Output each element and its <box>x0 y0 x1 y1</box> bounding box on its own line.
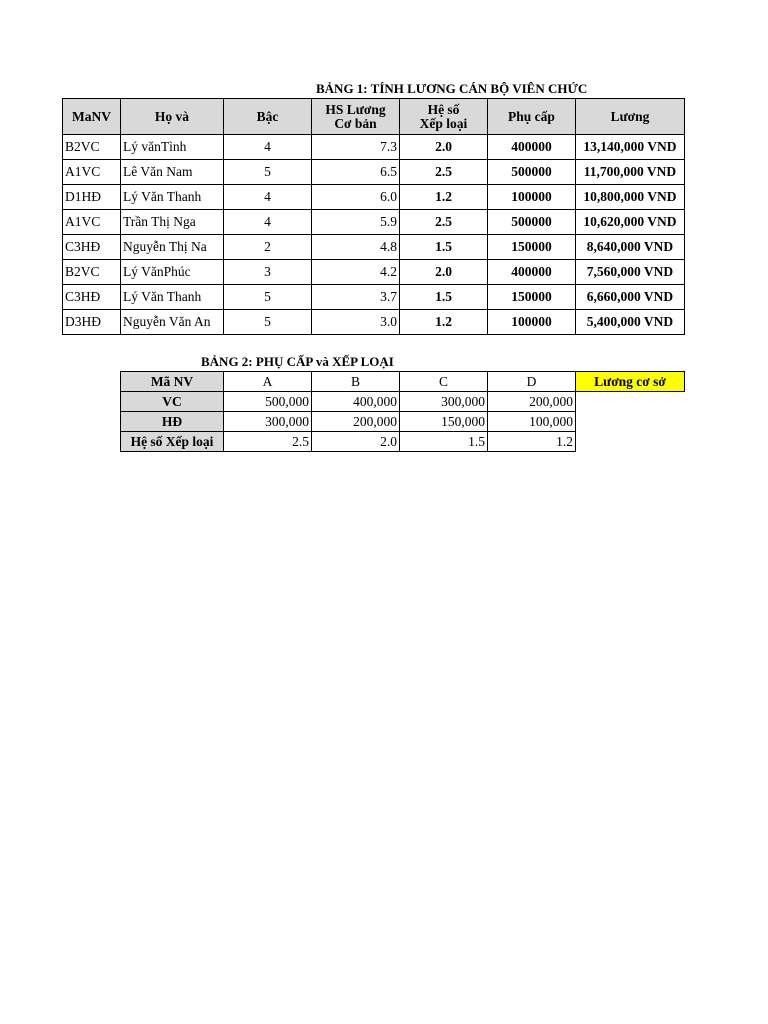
cell-luong[interactable]: 10,800,000 VND <box>576 185 685 210</box>
header-bac[interactable]: Bậc <box>224 99 312 135</box>
cell-empty <box>576 412 685 432</box>
table-row <box>63 260 685 285</box>
cell-hs[interactable]: 6.5 <box>312 160 400 185</box>
cell-hova[interactable]: Lý Văn Thanh <box>121 185 224 210</box>
salary-table <box>62 98 685 335</box>
cell-phucap[interactable]: 400000 <box>488 135 576 160</box>
cell-a[interactable]: 500,000 <box>224 392 312 412</box>
cell-hova[interactable]: Lý Văn Thanh <box>121 285 224 310</box>
cell-col-c[interactable]: C <box>400 372 488 392</box>
allowance-table <box>120 371 685 452</box>
table-row <box>63 310 685 335</box>
cell-heso[interactable]: 1.5 <box>400 285 488 310</box>
table-row <box>63 135 685 160</box>
table-row <box>121 432 685 452</box>
table2-title: BẢNG 2: PHỤ CẤP và XẾP LOẠI <box>201 354 394 369</box>
cell-empty <box>576 432 685 452</box>
cell-heso[interactable]: 1.2 <box>400 185 488 210</box>
cell-phucap[interactable]: 150000 <box>488 285 576 310</box>
cell-bac[interactable]: 5 <box>224 310 312 335</box>
cell-b[interactable]: 200,000 <box>312 412 400 432</box>
header-heso-line1: Hệ số <box>427 101 460 117</box>
cell-manv[interactable]: C3HĐ <box>63 285 121 310</box>
cell-luong[interactable]: 11,700,000 VND <box>576 160 685 185</box>
cell-manv[interactable]: C3HĐ <box>63 235 121 260</box>
cell-d[interactable]: 200,000 <box>488 392 576 412</box>
table1-title: BẢNG 1: TÍNH LƯƠNG CÁN BỘ VIÊN CHỨC <box>316 81 588 96</box>
cell-luong[interactable]: 7,560,000 VND <box>576 260 685 285</box>
cell-ma-nv[interactable]: Mã NV <box>121 372 224 392</box>
cell-c[interactable]: 150,000 <box>400 412 488 432</box>
cell-hova[interactable]: Lý VănPhúc <box>121 260 224 285</box>
cell-luong[interactable]: 13,140,000 VND <box>576 135 685 160</box>
cell-col-b[interactable]: B <box>312 372 400 392</box>
cell-a[interactable]: 300,000 <box>224 412 312 432</box>
table2-header-row <box>121 372 685 392</box>
cell-phucap[interactable]: 100000 <box>488 310 576 335</box>
cell-col-d[interactable]: D <box>488 372 576 392</box>
cell-luong[interactable]: 5,400,000 VND <box>576 310 685 335</box>
table-row <box>63 210 685 235</box>
table-row <box>63 185 685 210</box>
cell-manv[interactable]: A1VC <box>63 160 121 185</box>
cell-heso[interactable]: 1.5 <box>400 235 488 260</box>
cell-hova[interactable]: Nguyễn Thị Na <box>121 235 224 260</box>
cell-b[interactable]: 2.0 <box>312 432 400 452</box>
cell-row-label[interactable]: Hệ số Xếp loại <box>121 432 224 452</box>
cell-bac[interactable]: 4 <box>224 185 312 210</box>
header-hova[interactable]: Họ và <box>121 99 224 135</box>
cell-luong[interactable]: 10,620,000 VND <box>576 210 685 235</box>
cell-hova[interactable]: Trần Thị Nga <box>121 210 224 235</box>
cell-phucap[interactable]: 400000 <box>488 260 576 285</box>
cell-phucap[interactable]: 100000 <box>488 185 576 210</box>
cell-row-label[interactable]: VC <box>121 392 224 412</box>
cell-manv[interactable]: D3HĐ <box>63 310 121 335</box>
header-he-so[interactable] <box>400 99 488 135</box>
cell-bac[interactable]: 5 <box>224 285 312 310</box>
cell-hs[interactable]: 5.9 <box>312 210 400 235</box>
cell-c[interactable]: 300,000 <box>400 392 488 412</box>
header-manv[interactable]: MaNV <box>63 99 121 135</box>
header-luong[interactable]: Lương <box>576 99 685 135</box>
cell-row-label[interactable]: HĐ <box>121 412 224 432</box>
cell-hs[interactable]: 4.2 <box>312 260 400 285</box>
table-row <box>63 235 685 260</box>
table-row <box>121 392 685 412</box>
header-phu-cap[interactable]: Phụ cấp <box>488 99 576 135</box>
cell-heso[interactable]: 2.5 <box>400 160 488 185</box>
cell-d[interactable]: 100,000 <box>488 412 576 432</box>
cell-bac[interactable]: 4 <box>224 210 312 235</box>
cell-col-a[interactable]: A <box>224 372 312 392</box>
cell-bac[interactable]: 2 <box>224 235 312 260</box>
cell-hs[interactable]: 7.3 <box>312 135 400 160</box>
cell-hs[interactable]: 6.0 <box>312 185 400 210</box>
cell-bac[interactable]: 5 <box>224 160 312 185</box>
cell-manv[interactable]: D1HĐ <box>63 185 121 210</box>
cell-phucap[interactable]: 500000 <box>488 210 576 235</box>
header-hs-line1: HS Lương <box>325 101 386 117</box>
cell-heso[interactable]: 2.0 <box>400 260 488 285</box>
cell-hova[interactable]: Lê Văn Nam <box>121 160 224 185</box>
cell-hova[interactable]: Nguyễn Văn An <box>121 310 224 335</box>
cell-hs[interactable]: 3.7 <box>312 285 400 310</box>
cell-manv[interactable]: A1VC <box>63 210 121 235</box>
cell-phucap[interactable]: 500000 <box>488 160 576 185</box>
cell-heso[interactable]: 2.5 <box>400 210 488 235</box>
cell-manv[interactable]: B2VC <box>63 260 121 285</box>
table-row <box>63 285 685 310</box>
cell-d[interactable]: 1.2 <box>488 432 576 452</box>
cell-luong-co-so[interactable]: Lương cơ sở <box>576 372 685 392</box>
header-heso-line2: Xếp loại <box>419 115 468 131</box>
cell-heso[interactable]: 1.2 <box>400 310 488 335</box>
cell-luong[interactable]: 8,640,000 VND <box>576 235 685 260</box>
header-hs-luong[interactable] <box>312 99 400 135</box>
cell-b[interactable]: 400,000 <box>312 392 400 412</box>
table-row <box>63 160 685 185</box>
cell-luong[interactable]: 6,660,000 VND <box>576 285 685 310</box>
table1-header-row <box>63 99 685 135</box>
cell-c[interactable]: 1.5 <box>400 432 488 452</box>
cell-a[interactable]: 2.5 <box>224 432 312 452</box>
cell-manv[interactable]: B2VC <box>63 135 121 160</box>
cell-hs[interactable]: 4.8 <box>312 235 400 260</box>
cell-hs[interactable]: 3.0 <box>312 310 400 335</box>
table-row <box>121 412 685 432</box>
header-hs-line2: Cơ bản <box>334 115 377 131</box>
cell-empty <box>576 392 685 412</box>
cell-phucap[interactable]: 150000 <box>488 235 576 260</box>
cell-bac[interactable]: 4 <box>224 135 312 160</box>
cell-hova[interactable]: Lý vănTình <box>121 135 224 160</box>
cell-bac[interactable]: 3 <box>224 260 312 285</box>
cell-heso[interactable]: 2.0 <box>400 135 488 160</box>
